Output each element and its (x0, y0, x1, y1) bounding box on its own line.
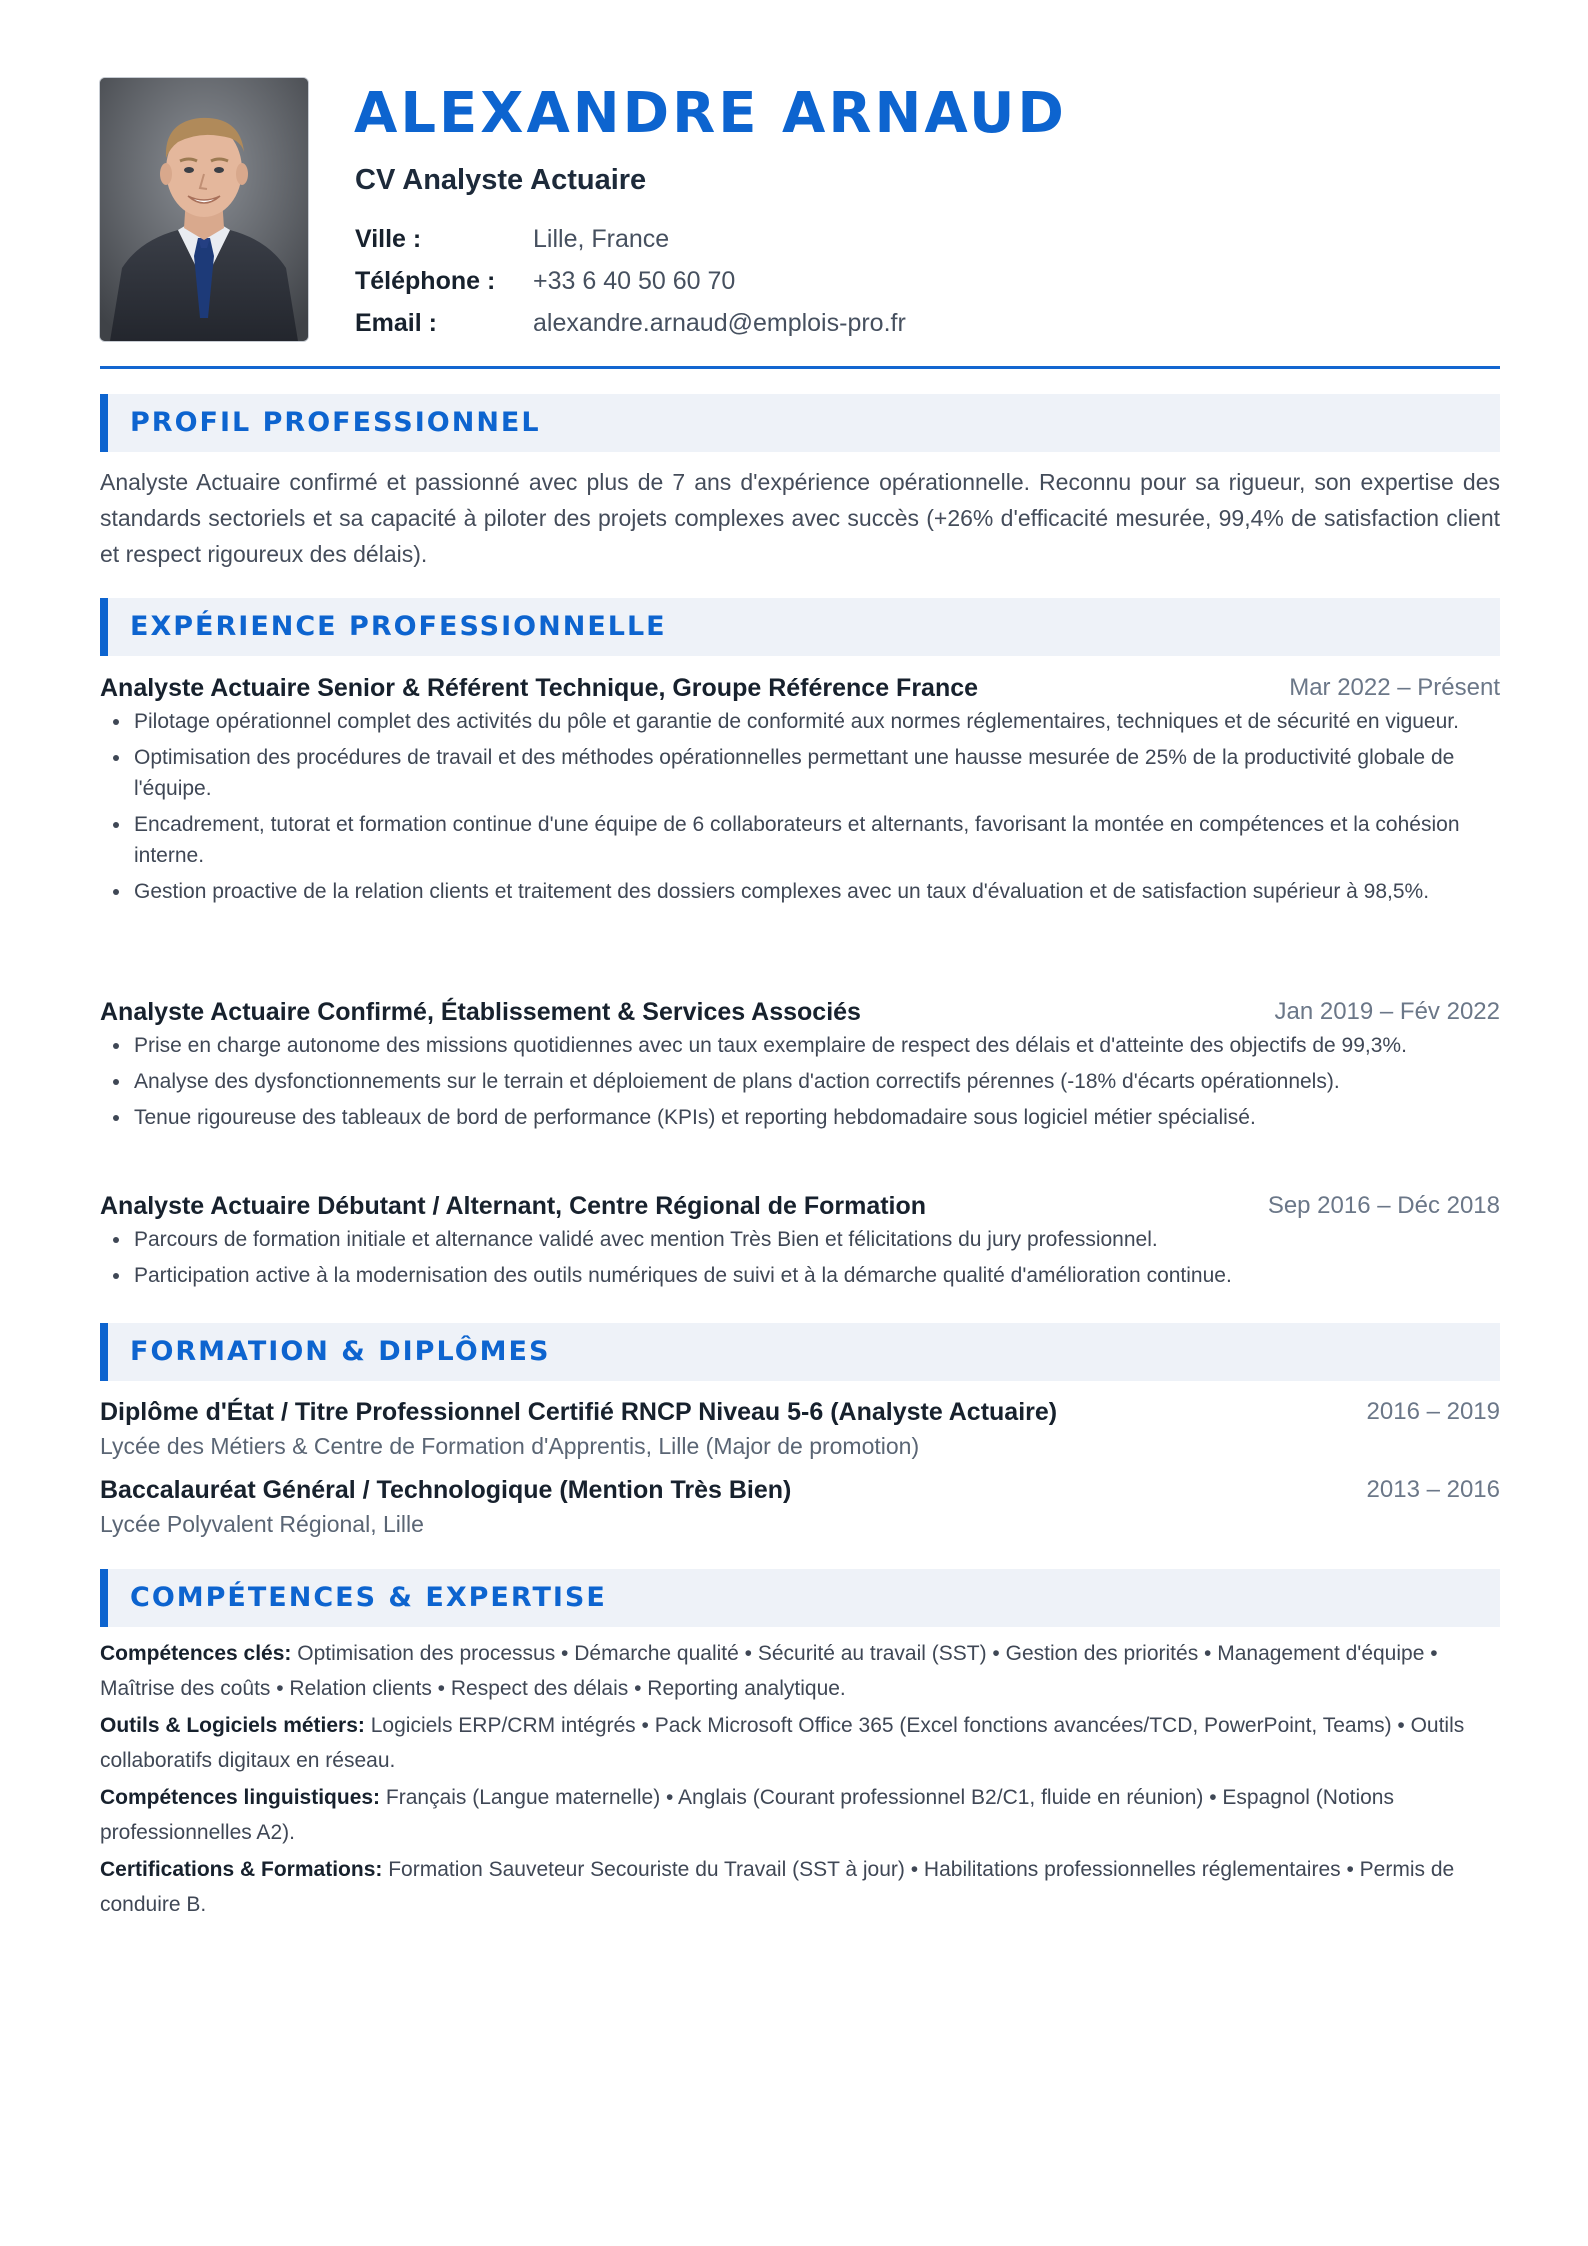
skill-label: Outils & Logiciels métiers: (100, 1714, 365, 1737)
contact-label: Email : (355, 309, 437, 337)
contact-label: Téléphone : (355, 267, 496, 295)
job-bullets (100, 706, 1500, 912)
header-divider (100, 366, 1500, 369)
degree-dates: 2013 – 2016 (1366, 1476, 1500, 1503)
job-bullets (100, 1030, 1500, 1138)
job-dates: Mar 2022 – Présent (1289, 674, 1500, 701)
section-heading-experience (100, 598, 1500, 656)
job-title: Analyste Actuaire Confirmé, Établissement & Services Associés (100, 998, 861, 1026)
skill-text: Français (Langue maternelle) • Anglais (Courant professionnel B2/C1, fluide en réunion) • Espagnol (Notions professionnelles A2). (100, 1786, 1394, 1844)
skill-text: Logiciels ERP/CRM intégrés • Pack Microsoft Office 365 (Excel fonctions avancées/TCD, PowerPoint, Teams) • Outils collaboratifs digitaux en réseau. (100, 1714, 1465, 1772)
contact-label: Ville : (355, 225, 422, 253)
contact-value[interactable]: alexandre.arnaud@emplois-pro.fr (533, 309, 906, 337)
degree-institution: Lycée des Métiers & Centre de Formation d'Apprentis, Lille (Major de promotion) (100, 1433, 920, 1459)
job-bullet: Encadrement, tutorat et formation continue d'une équipe de 6 collaborateurs et alternants, favorisant la montée en compétences et la cohésion interne. (100, 809, 1500, 871)
job-bullet: Gestion proactive de la relation clients et traitement des dossiers complexes avec un taux d'évaluation et de satisfaction supérieur à 98,5%. (100, 876, 1500, 907)
job-bullet: Tenue rigoureuse des tableaux de bord de performance (KPIs) et reporting hebdomadaire sous logiciel métier spécialisé. (100, 1102, 1500, 1133)
job-bullet: Prise en charge autonome des missions quotidiennes avec un taux exemplaire de respect des délais et d'atteinte des objectifs de 99,3%. (100, 1030, 1500, 1061)
degree-institution: Lycée Polyvalent Régional, Lille (100, 1511, 424, 1537)
contact-value: Lille, France (533, 225, 670, 253)
contact-city (355, 218, 906, 260)
cv-header (100, 78, 1500, 343)
contact-email (355, 302, 906, 344)
skill-row (100, 1780, 1500, 1850)
degree-dates: 2016 – 2019 (1366, 1398, 1500, 1425)
skill-row (100, 1708, 1500, 1778)
section-heading-skills (100, 1569, 1500, 1627)
candidate-name: ALEXANDRE ARNAUD (354, 81, 1067, 146)
section-heading-text: COMPÉTENCES & EXPERTISE (130, 1582, 607, 1613)
skill-label: Certifications & Formations: (100, 1858, 383, 1881)
job-bullet: Parcours de formation initiale et alternance validé avec mention Très Bien et félicitations du jury professionnel. (100, 1224, 1500, 1255)
section-heading-profile (100, 394, 1500, 452)
job-bullet: Participation active à la modernisation des outils numériques de suivi et à la démarche qualité d'amélioration continue. (100, 1260, 1500, 1291)
job-dates: Jan 2019 – Fév 2022 (1274, 998, 1500, 1025)
job-title: Analyste Actuaire Débutant / Alternant, Centre Régional de Formation (100, 1192, 927, 1220)
skill-label: Compétences clés: (100, 1642, 292, 1665)
skill-text: Formation Sauveteur Secouriste du Travail (SST à jour) • Habilitations professionnelles réglementaires • Permis de conduire B. (100, 1858, 1455, 1916)
cv-subtitle: CV Analyste Actuaire (355, 164, 647, 196)
contact-phone (355, 260, 906, 302)
section-heading-text: FORMATION & DIPLÔMES (130, 1336, 551, 1367)
profile-photo (100, 78, 308, 341)
profile-summary: Analyste Actuaire confirmé et passionné avec plus de 7 ans d'expérience opérationnelle. Reconnu pour sa rigueur, son expertise des standards sectoriels et sa capacité à piloter des projets complexes avec succès (+26% d'efficacité mesurée, 99,4% de satisfaction client et respect rigoureux des délais). (100, 469, 1500, 567)
contact-value[interactable]: +33 6 40 50 60 70 (533, 267, 736, 295)
contact-list (355, 218, 906, 344)
degree-title: Diplôme d'État / Titre Professionnel Certifié RNCP Niveau 5-6 (Analyste Actuaire) (100, 1398, 1058, 1426)
section-heading-education (100, 1323, 1500, 1381)
job-bullet: Optimisation des procédures de travail et des méthodes opérationnelles permettant une hausse mesurée de 25% de la productivité globale de l'équipe. (100, 742, 1500, 804)
job-bullets (100, 1224, 1500, 1296)
job-dates: Sep 2016 – Déc 2018 (1267, 1192, 1500, 1219)
skill-label: Compétences linguistiques: (100, 1786, 381, 1809)
section-heading-text: EXPÉRIENCE PROFESSIONNELLE (130, 611, 667, 642)
skill-text: Optimisation des processus • Démarche qualité • Sécurité au travail (SST) • Gestion des priorités • Management d'équipe • Maîtrise des coûts • Relation clients • Respect des délais • Reporting analytique. (100, 1642, 1438, 1700)
skills-list (100, 1636, 1500, 1924)
job-bullet: Analyse des dysfonctionnements sur le terrain et déploiement de plans d'action correctifs pérennes (-18% d'écarts opérationnels). (100, 1066, 1500, 1097)
section-heading-text: PROFIL PROFESSIONNEL (130, 407, 541, 438)
skill-row (100, 1852, 1500, 1922)
degree-title: Baccalauréat Général / Technologique (Mention Très Bien) (100, 1476, 792, 1504)
job-title: Analyste Actuaire Senior & Référent Technique, Groupe Référence France (100, 674, 979, 702)
job-bullet: Pilotage opérationnel complet des activités du pôle et garantie de conformité aux normes réglementaires, techniques et de sécurité en vigueur. (100, 706, 1500, 737)
skill-row (100, 1636, 1500, 1706)
